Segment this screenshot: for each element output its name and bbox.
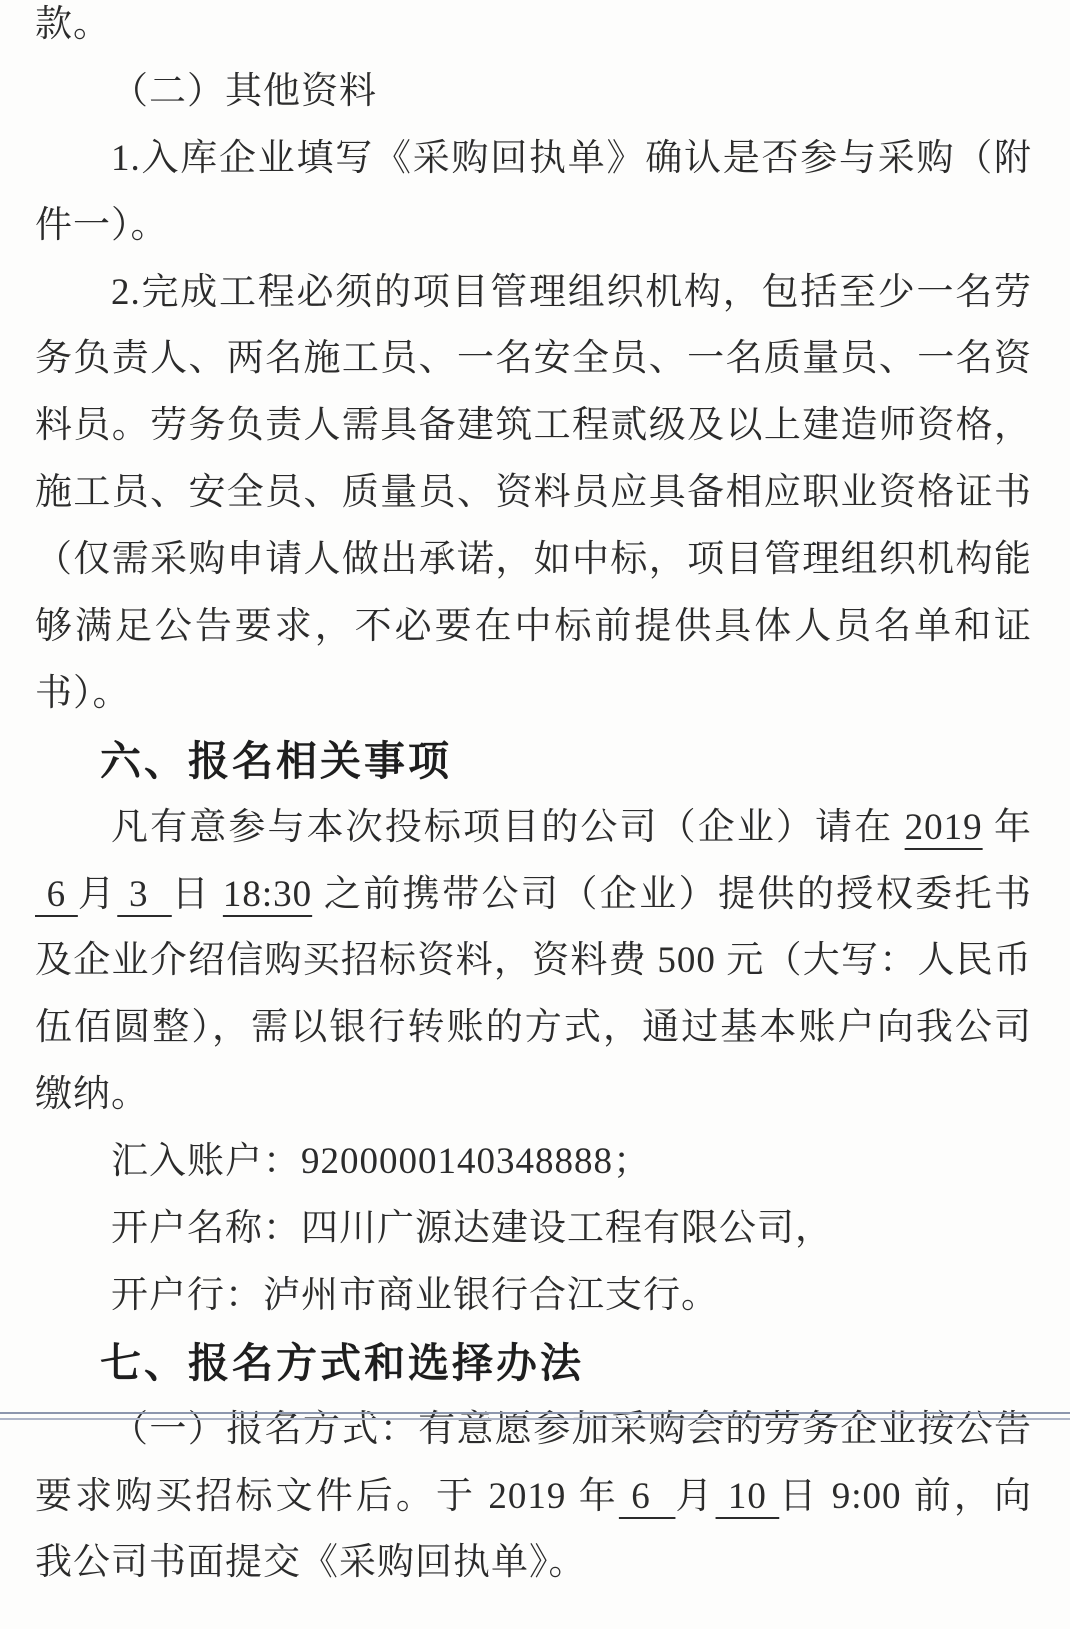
document-line bbox=[35, 260, 1032, 327]
text-segment: 施工员、安全员、质量员、资料员应具备相应职业资格证书 bbox=[35, 472, 1032, 514]
document-line bbox=[35, 59, 1032, 126]
underlined-fill-in: 3 bbox=[117, 873, 172, 915]
document-line bbox=[35, 1129, 1032, 1196]
text-segment: 之前携带公司（企业）提供的授权委托书 bbox=[312, 873, 1032, 915]
text-segment: 月 bbox=[77, 873, 118, 915]
document-line bbox=[35, 661, 1032, 728]
text-segment: 缴纳。 bbox=[35, 1074, 149, 1116]
text-segment: 日 bbox=[171, 873, 223, 915]
underlined-fill-in: 10 bbox=[715, 1475, 780, 1517]
page-break-divider-line bbox=[0, 1412, 1070, 1420]
text-segment: 年 bbox=[982, 806, 1033, 848]
document-text-block bbox=[35, 0, 1032, 1597]
document-line bbox=[35, 1062, 1032, 1129]
document-line bbox=[35, 126, 1032, 193]
document-line bbox=[35, 594, 1032, 661]
document-line bbox=[35, 1263, 1032, 1330]
document-line bbox=[35, 1397, 1032, 1464]
underlined-fill-in: 6 bbox=[618, 1475, 676, 1517]
document-line bbox=[35, 1530, 1032, 1597]
text-segment: 2.完成工程必须的项目管理组织机构，包括至少一名劳 bbox=[111, 271, 1032, 313]
document-line bbox=[35, 928, 1032, 995]
text-segment: 够满足公告要求，不必要在中标前提供具体人员名单和证 bbox=[35, 606, 1032, 648]
text-segment: 款。 bbox=[35, 4, 111, 45]
document-line bbox=[35, 862, 1032, 929]
section-heading bbox=[35, 1330, 1032, 1397]
text-segment: 我公司书面提交《采购回执单》。 bbox=[35, 1542, 587, 1584]
document-line bbox=[35, 193, 1032, 260]
text-segment: （二）其他资料 bbox=[111, 70, 377, 112]
underlined-fill-in: 18:30 bbox=[222, 873, 313, 915]
text-segment: 开户行：泸州市商业银行合江支行。 bbox=[111, 1274, 719, 1316]
text-segment: （仅需采购申请人做出承诺，如中标，项目管理组织机构能 bbox=[35, 539, 1032, 581]
document-line bbox=[35, 0, 1032, 59]
document-line bbox=[35, 995, 1032, 1062]
text-segment: 伍佰圆整），需以银行转账的方式，通过基本账户向我公司 bbox=[35, 1007, 1032, 1049]
section-heading bbox=[35, 728, 1032, 795]
document-line bbox=[35, 795, 1032, 862]
text-segment: 日 9:00 前，向 bbox=[779, 1475, 1033, 1517]
text-segment: 七、报名方式和选择办法 bbox=[100, 1339, 584, 1386]
document-line bbox=[35, 460, 1032, 527]
underlined-fill-in: 6 bbox=[35, 873, 78, 915]
document-line bbox=[35, 326, 1032, 393]
text-segment: 六、报名相关事项 bbox=[100, 737, 452, 784]
text-segment: 开户名称：四川广源达建设工程有限公司， bbox=[111, 1208, 833, 1250]
text-segment: 月 bbox=[675, 1475, 716, 1517]
text-segment: 书）。 bbox=[35, 672, 131, 714]
text-segment: 及企业介绍信购买招标资料，资料费 500 元（大写：人民币 bbox=[35, 940, 1032, 982]
text-segment: 凡有意参与本次投标项目的公司（企业）请在 bbox=[111, 806, 905, 848]
document-line bbox=[35, 1196, 1032, 1263]
text-segment: 件一）。 bbox=[35, 204, 169, 246]
text-segment: 务负责人、两名施工员、一名安全员、一名质量员、一名资 bbox=[35, 338, 1032, 380]
text-segment: 汇入账户：9200000140348888； bbox=[111, 1141, 651, 1183]
underlined-fill-in: 2019 bbox=[904, 806, 983, 848]
text-segment: （一）报名方式：有意愿参加采购会的劳务企业按公告 bbox=[111, 1408, 1032, 1450]
text-segment: 1.入库企业填写《采购回执单》确认是否参与采购（附 bbox=[111, 137, 1032, 179]
document-line bbox=[35, 527, 1032, 594]
document-line bbox=[35, 393, 1032, 460]
text-segment: 料员。劳务负责人需具备建筑工程贰级及以上建造师资格， bbox=[35, 405, 1032, 447]
text-segment: 要求购买招标文件后。于 2019 年 bbox=[35, 1475, 619, 1517]
document-line bbox=[35, 1464, 1032, 1531]
